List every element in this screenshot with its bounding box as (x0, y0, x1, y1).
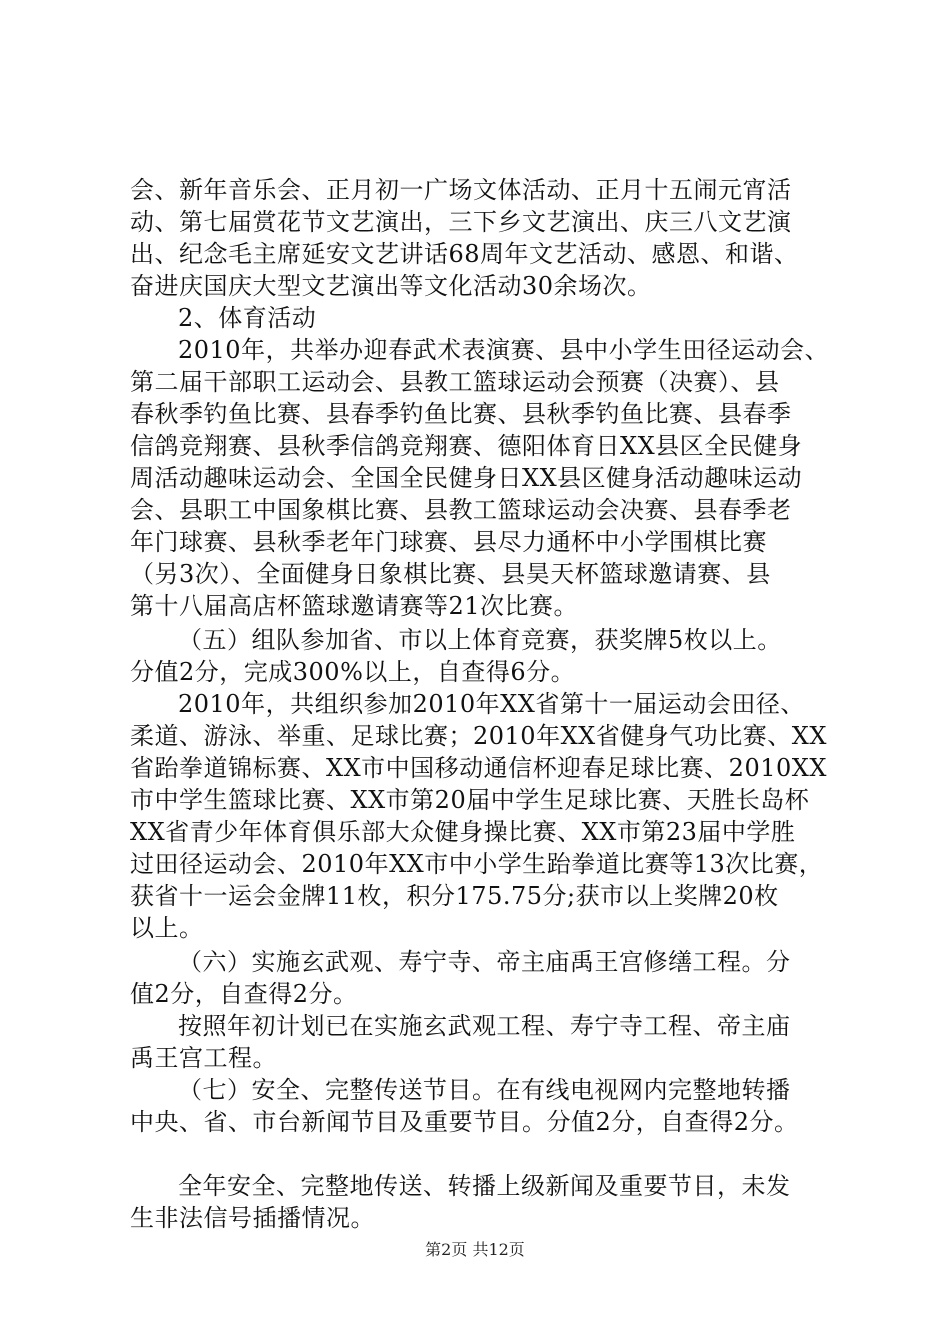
text-line: 周活动趣味运动会、全国全民健身日XX县区健身活动趣味运动 (130, 464, 803, 492)
text-line: 年门球赛、县秋季老年门球赛、县尽力通杯中小学围棋比赛 (130, 528, 767, 556)
text-line: XX省青少年体育俱乐部大众健身操比赛、XX市第23届中学胜 (130, 818, 796, 846)
section-heading: （五）组队参加省、市以上体育竞赛，获奖牌5枚以上。 (178, 626, 782, 654)
text-line: 全年安全、完整地传送、转播上级新闻及重要节目，未发 (178, 1172, 791, 1200)
section-heading: 2、体育活动 (178, 304, 317, 332)
text-line: 2010年，共举办迎春武术表演赛、县中小学生田径运动会、 (178, 336, 830, 364)
text-line: 春秋季钓鱼比赛、县春季钓鱼比赛、县秋季钓鱼比赛、县春季 (130, 400, 792, 428)
text-line: 生非法信号插播情况。 (130, 1204, 375, 1232)
text-line: 禹王宫工程。 (130, 1044, 277, 1072)
text-line: 中央、省、市台新闻节目及重要节目。分值2分，自查得2分。 (130, 1108, 799, 1136)
text-line: 市中学生篮球比赛、XX市第20届中学生足球比赛、天胜长岛杯 (130, 786, 810, 814)
text-line: 奋进庆国庆大型文艺演出等文化活动30余场次。 (130, 272, 652, 300)
text-line: 以上。 (130, 914, 204, 942)
text-line: 过田径运动会、2010年XX市中小学生跆拳道比赛等13次比赛， (130, 850, 824, 878)
text-line: 2010年，共组织参加2010年XX省第十一届运动会田径、 (178, 690, 805, 718)
text-line: 出、纪念毛主席延安文艺讲话68周年文艺活动、感恩、和谐、 (130, 240, 799, 268)
text-line: 柔道、游泳、举重、足球比赛；2010年XX省健身气功比赛、XX (130, 722, 827, 750)
section-heading: （六）实施玄武观、寿宁寺、帝主庙禹王宫修缮工程。分 (178, 948, 791, 976)
section-heading: （七）安全、完整传送节目。在有线电视网内完整地转播 (178, 1076, 791, 1104)
text-line: 值2分，自查得2分。 (130, 980, 358, 1008)
text-line: 第二届干部职工运动会、县教工篮球运动会预赛（决赛）、县 (130, 368, 780, 396)
text-line: 第十八届高店杯篮球邀请赛等21次比赛。 (130, 592, 579, 620)
text-line: 省跆拳道锦标赛、XX市中国移动通信杯迎春足球比赛、2010XX (130, 754, 827, 782)
text-line: 会、新年音乐会、正月初一广场文体活动、正月十五闹元宵活 (130, 176, 792, 204)
text-line: 获省十一运会金牌11枚，积分175.75分;获市以上奖牌20枚 (130, 882, 779, 910)
text-line: 会、县职工中国象棋比赛、县教工篮球运动会决赛、县春季老 (130, 496, 792, 524)
text-line: 按照年初计划已在实施玄武观工程、寿宁寺工程、帝主庙 (178, 1012, 791, 1040)
text-line: （另3次）、全面健身日象棋比赛、县昊天杯篮球邀请赛、县 (130, 560, 771, 588)
text-line: 信鸽竞翔赛、县秋季信鸽竞翔赛、德阳体育日XX县区全民健身 (130, 432, 803, 460)
text-line: 动、第七届赏花节文艺演出，三下乡文艺演出、庆三八文艺演 (130, 208, 792, 236)
page-number-footer: 第2页 共12页 (425, 1240, 525, 1259)
text-line: 分值2分，完成300%以上，自查得6分。 (130, 658, 576, 686)
